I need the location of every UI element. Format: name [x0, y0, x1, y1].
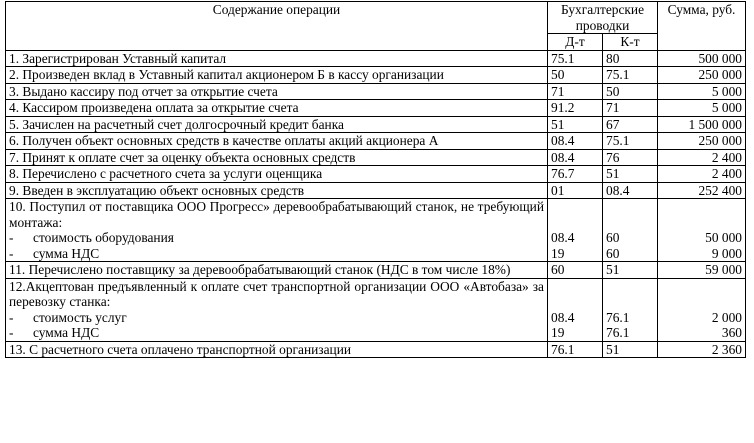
credit-cell: 50 [603, 83, 658, 100]
operation-cell: 8. Перечислено с расчетного счета за услуги оценщика [6, 166, 548, 183]
debit-cell: 19 [548, 246, 603, 262]
operation-cell: 5. Зачислен на расчетный счет долгосрочный кредит банка [6, 116, 548, 133]
table-row [6, 182, 746, 199]
row-10-sum [658, 199, 746, 231]
debit-cell: 76.1 [548, 341, 603, 358]
dash: - [9, 230, 14, 245]
table-row [6, 230, 746, 246]
table-row [6, 149, 746, 166]
amount-cell: 2 360 [658, 341, 746, 358]
credit-cell: 71 [603, 100, 658, 117]
amount-cell: 2 400 [658, 166, 746, 183]
row-12-sub-1 [6, 310, 548, 326]
credit-cell: 76.1 [603, 325, 658, 341]
dash: - [9, 245, 14, 261]
credit-cell: 08.4 [603, 182, 658, 199]
amount-cell: 5 000 [658, 83, 746, 100]
table-row [6, 310, 746, 326]
amount-cell: 2 400 [658, 149, 746, 166]
amount-cell: 5 000 [658, 100, 746, 117]
credit-cell: 67 [603, 116, 658, 133]
row-10-dt [548, 199, 603, 231]
table-row [6, 166, 746, 183]
row-12-sum [658, 278, 746, 310]
row-10-kt [603, 199, 658, 231]
row-10-text: 10. Поступил от поставщика ООО Прогресс» деревообрабатывающий станок, не требующий монтажа: [6, 199, 548, 231]
amount-cell: 250 000 [658, 67, 746, 84]
row-10-sub-2 [6, 246, 548, 262]
table-row [6, 199, 746, 231]
table-row [6, 262, 746, 279]
operation-cell: 1. Зарегистрирован Уставный капитал [6, 50, 548, 67]
operation-header: Содержание операции [6, 2, 548, 51]
debit-cell: 08.4 [548, 133, 603, 150]
debit-cell: 08.4 [548, 310, 603, 326]
credit-cell: 60 [603, 246, 658, 262]
amount-cell: 252 400 [658, 182, 746, 199]
accounting-entries-table [5, 1, 746, 358]
debit-cell: 91.2 [548, 100, 603, 117]
row-11-text: 11. Перечислено поставщику за деревообрабатывающий станок (НДС в том числе 18%) [6, 262, 548, 279]
row-10-sub-1 [6, 230, 548, 246]
debit-cell: 19 [548, 325, 603, 341]
amount-cell: 2 000 [658, 310, 746, 326]
row-13-text: 13. С расчетного счета оплачено транспортной организации [6, 341, 548, 358]
amount-cell: 250 000 [658, 133, 746, 150]
operation-cell: 4. Кассиром произведена оплата за открытие счета [6, 100, 548, 117]
table-row [6, 133, 746, 150]
dash: - [9, 325, 14, 340]
table-row [6, 100, 746, 117]
credit-header: К-т [603, 34, 658, 51]
table-row [6, 67, 746, 84]
operation-cell: 6. Получен объект основных средств в качестве оплаты акций акционера А [6, 133, 548, 150]
debit-cell: 51 [548, 116, 603, 133]
debit-cell: 75.1 [548, 50, 603, 67]
sub-text: стоимость оборудования [33, 230, 174, 245]
table-row [6, 278, 746, 310]
table-row [6, 325, 746, 341]
debit-cell: 50 [548, 67, 603, 84]
amount-cell: 360 [658, 325, 746, 341]
credit-cell: 51 [603, 341, 658, 358]
credit-cell: 75.1 [603, 67, 658, 84]
amount-cell: 9 000 [658, 246, 746, 262]
credit-cell: 80 [603, 50, 658, 67]
credit-cell: 75.1 [603, 133, 658, 150]
amount-cell: 1 500 000 [658, 116, 746, 133]
amount-cell: 500 000 [658, 50, 746, 67]
table-row [6, 341, 746, 358]
credit-cell: 51 [603, 262, 658, 279]
amount-cell: 59 000 [658, 262, 746, 279]
table-row [6, 83, 746, 100]
entries-header: Бухгалтерские проводки [548, 2, 658, 34]
row-12-text: 12.Акцептован предъявленный к оплате счет транспортной организации ООО «Автобаза» за перевозку станка: [6, 278, 548, 310]
operation-cell: 9. Введен в эксплуатацию объект основных средств [6, 182, 548, 199]
credit-cell: 60 [603, 230, 658, 246]
dash: - [9, 309, 14, 325]
operation-cell: 3. Выдано кассиру под отчет за открытие счета [6, 83, 548, 100]
operation-cell: 2. Произведен вклад в Уставный капитал акционером Б в кассу организации [6, 67, 548, 84]
operation-cell: 7. Принят к оплате счет за оценку объекта основных средств [6, 149, 548, 166]
debit-header: Д-т [548, 34, 603, 51]
table-row [6, 116, 746, 133]
debit-cell: 71 [548, 83, 603, 100]
debit-cell: 60 [548, 262, 603, 279]
sub-text: сумма НДС [33, 245, 100, 261]
debit-cell: 08.4 [548, 149, 603, 166]
amount-header: Сумма, руб. [658, 2, 746, 51]
table-row [6, 50, 746, 67]
row-12-dt [548, 278, 603, 310]
credit-cell: 51 [603, 166, 658, 183]
debit-cell: 76.7 [548, 166, 603, 183]
row-12-sub-2 [6, 325, 548, 341]
sub-text: стоимость услуг [33, 309, 127, 325]
sub-text: сумма НДС [33, 325, 100, 340]
amount-cell: 50 000 [658, 230, 746, 246]
debit-cell: 08.4 [548, 230, 603, 246]
row-12-kt [603, 278, 658, 310]
debit-cell: 01 [548, 182, 603, 199]
header-row [6, 2, 746, 34]
credit-cell: 76.1 [603, 310, 658, 326]
credit-cell: 76 [603, 149, 658, 166]
table-row [6, 246, 746, 262]
